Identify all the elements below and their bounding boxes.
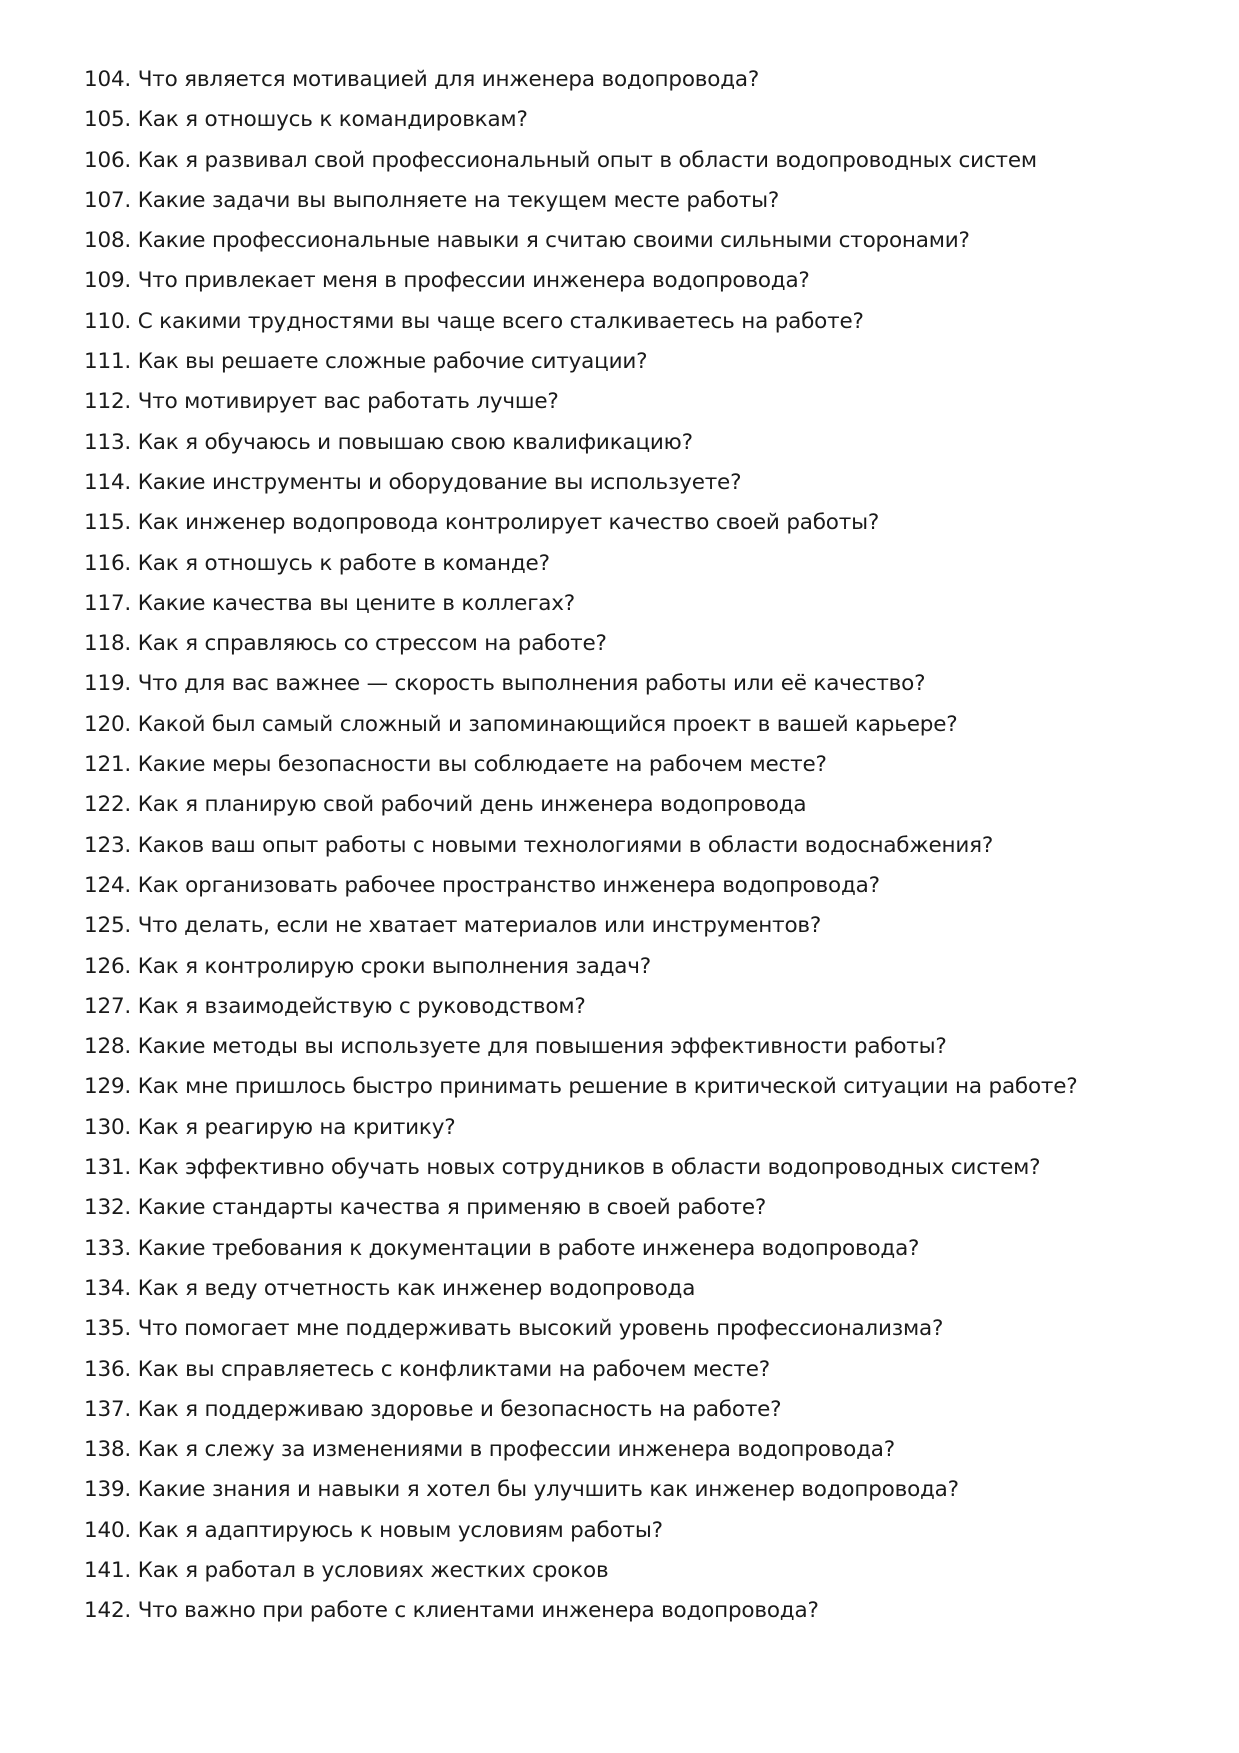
question-item: 126. Как я контролирую сроки выполнения задач?: [84, 953, 651, 979]
question-item: 112. Что мотивирует вас работать лучше?: [84, 389, 559, 415]
question-item: 119. Что для вас важнее — скорость выполнения работы или её качество?: [84, 671, 926, 697]
question-item: 117. Какие качества вы цените в коллегах?: [84, 590, 576, 616]
question-item: 142. Что важно при работе с клиентами инженера водопровода?: [84, 1598, 819, 1624]
question-item: 128. Какие методы вы используете для повышения эффективности работы?: [84, 1034, 947, 1060]
question-item: 124. Как организовать рабочее пространство инженера водопровода?: [84, 872, 880, 898]
question-item: 139. Какие знания и навыки я хотел бы улучшить как инженер водопровода?: [84, 1477, 959, 1503]
question-list: [84, 60, 1199, 1632]
question-item: 120. Какой был самый сложный и запоминающийся проект в вашей карьере?: [84, 711, 958, 737]
question-item: 137. Как я поддерживаю здоровье и безопасность на работе?: [84, 1396, 782, 1422]
question-item: 125. Что делать, если не хватает материалов или инструментов?: [84, 913, 822, 939]
question-item: 116. Как я отношусь к работе в команде?: [84, 550, 550, 576]
question-item: 111. Как вы решаете сложные рабочие ситуации?: [84, 349, 648, 375]
question-item: 104. Что является мотивацией для инженера водопровода?: [84, 67, 760, 92]
question-item: 114. Какие инструменты и оборудование вы используете?: [84, 469, 742, 495]
question-item: 106. Как я развивал свой профессиональный опыт в области водопроводных систем: [84, 147, 1037, 173]
question-item: 115. Как инженер водопровода контролирует качество своей работы?: [84, 510, 880, 536]
question-item: 129. Как мне пришлось быстро принимать решение в критической ситуации на работе?: [84, 1074, 1078, 1100]
question-item: 122. Как я планирую свой рабочий день инженера водопровода: [84, 792, 807, 818]
question-item: 130. Как я реагирую на критику?: [84, 1114, 456, 1140]
question-item: 138. Как я слежу за изменениями в профессии инженера водопровода?: [84, 1437, 895, 1463]
question-item: 127. Как я взаимодействую с руководством?: [84, 993, 586, 1019]
question-item: 141. Как я работал в условиях жестких сроков: [84, 1557, 609, 1583]
question-item: 121. Какие меры безопасности вы соблюдаете на рабочем месте?: [84, 752, 827, 778]
question-item: 136. Как вы справляетесь с конфликтами на рабочем месте?: [84, 1356, 770, 1382]
question-item: 107. Какие задачи вы выполняете на текущем месте работы?: [84, 187, 780, 213]
question-item: 110. С какими трудностями вы чаще всего сталкиваетесь на работе?: [84, 308, 864, 334]
question-item: 113. Как я обучаюсь и повышаю свою квалификацию?: [84, 429, 693, 455]
question-item: 131. Как эффективно обучать новых сотрудников в области водопроводных систем?: [84, 1155, 1041, 1181]
question-item: 109. Что привлекает меня в профессии инженера водопровода?: [84, 268, 810, 294]
question-item: 134. Как я веду отчетность как инженер водопровода: [84, 1275, 696, 1301]
question-item: 123. Каков ваш опыт работы с новыми технологиями в области водоснабжения?: [84, 832, 994, 858]
question-item: 105. Как я отношусь к командировкам?: [84, 107, 528, 133]
question-item: 135. Что помогает мне поддерживать высокий уровень профессионализма?: [84, 1316, 944, 1342]
question-item: 118. Как я справляюсь со стрессом на работе?: [84, 631, 607, 657]
question-item: 132. Какие стандарты качества я применяю в своей работе?: [84, 1195, 767, 1221]
question-item: 140. Как я адаптируюсь к новым условиям работы?: [84, 1517, 663, 1543]
question-item: 108. Какие профессиональные навыки я считаю своими сильными сторонами?: [84, 228, 970, 254]
question-item: 133. Какие требования к документации в работе инженера водопровода?: [84, 1235, 920, 1261]
